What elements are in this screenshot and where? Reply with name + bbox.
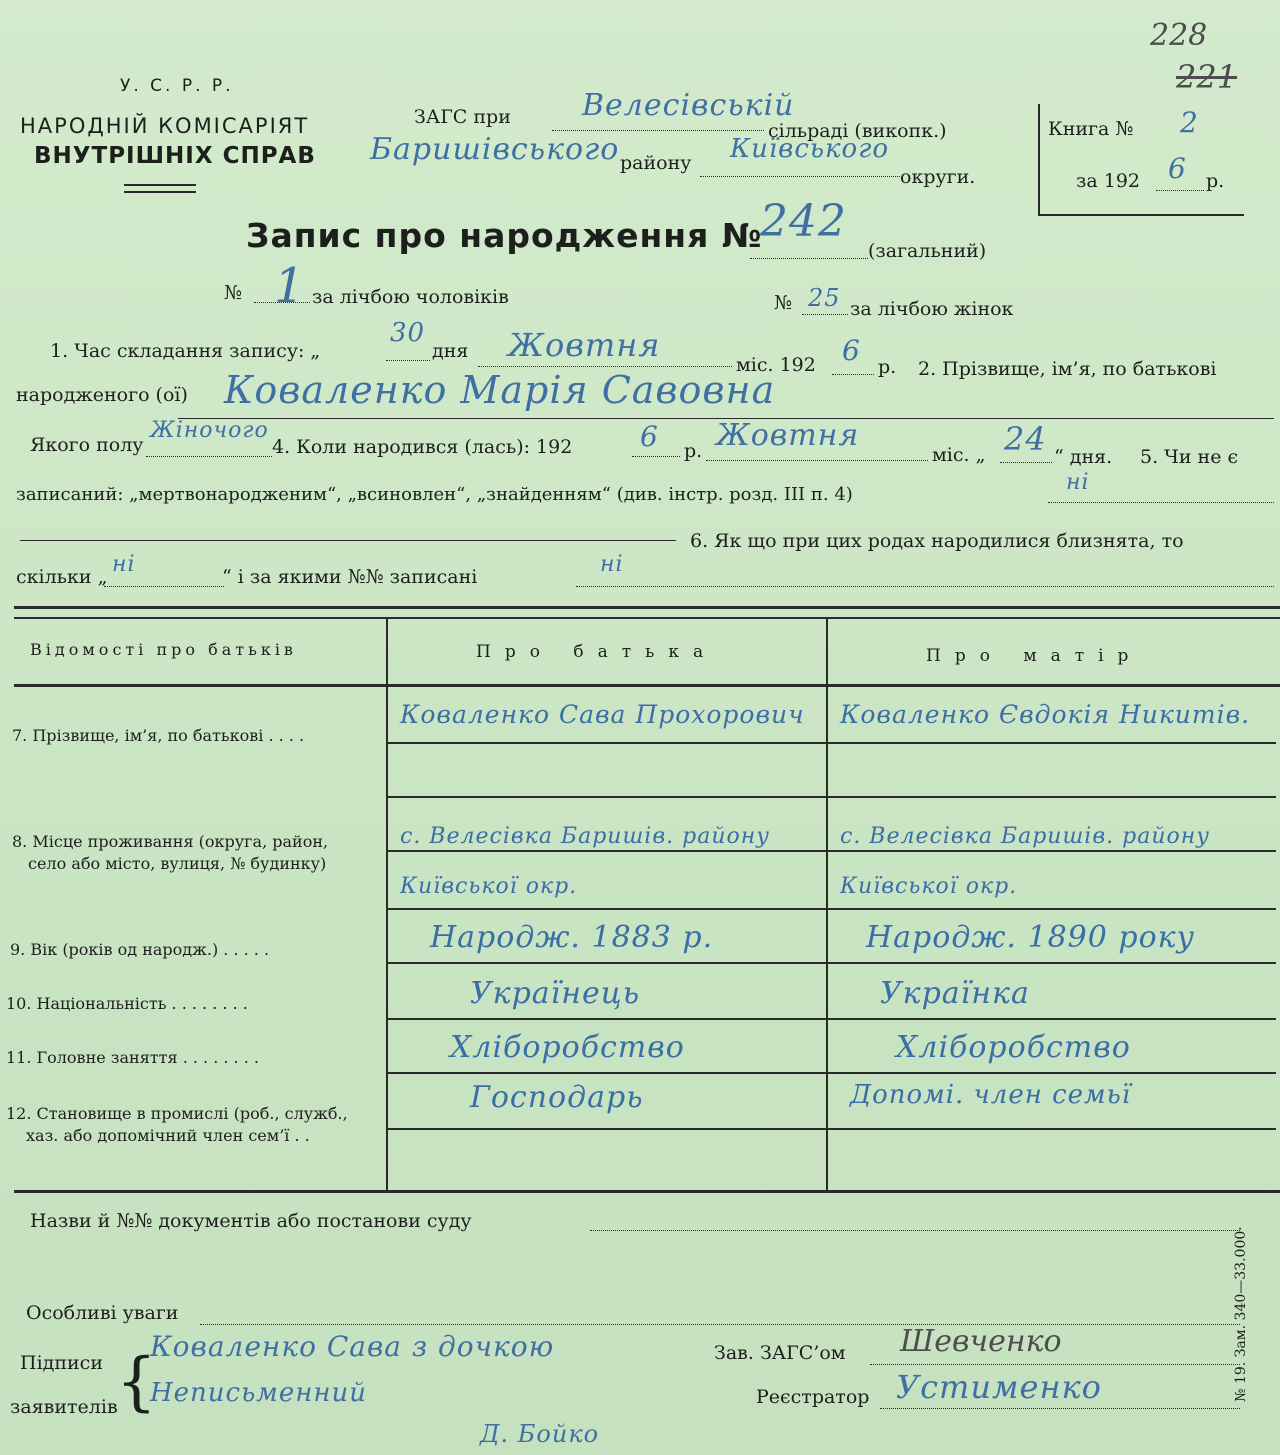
signatures-label-2: заявителів [10,1396,118,1418]
field1-label: 1. Час складання запису: „ [50,340,321,362]
field6-line2b: “ і за якими №№ записані [222,566,478,588]
okruha-value: Київського [730,134,890,164]
field6-value-b: ні [600,552,624,577]
commissariat-line1: НАРОДНІЙ КОМІСАРІЯТ [20,114,310,138]
table-bottom-rule [14,1190,1280,1193]
documents-label: Назви й №№ документів або постанови суду [30,1210,472,1232]
field1-day-line [386,360,430,361]
registrar-signature-line [880,1408,1240,1409]
table-col-divider-2 [826,617,828,1192]
archive-number-second: 221 [1176,58,1238,96]
field5-value: ні [1066,470,1090,495]
field4-mis: міс. „ [932,444,986,466]
row-label-status-2: хаз. або допомічний член сем’ї . . [26,1126,310,1145]
head-label: Зав. ЗАГС’ом [714,1342,846,1364]
field5-label: 5. Чи не є [1140,446,1239,468]
field6-label: 6. Як що при цих родах народилися близнята, то [690,530,1184,552]
ussr-header: У. С. Р. Р. [120,76,234,96]
commissariat-line2: ВНУТРІШНІХ СПРАВ [34,143,316,169]
row-divider [386,1128,1276,1130]
applicant-signature-3: Д. Бойко [480,1420,600,1448]
field1-month-line [478,366,732,367]
field6-value-a-line [104,586,224,587]
men-prefix: № [224,282,242,304]
table-col-divider-1 [386,617,388,1192]
field1-r: р. [878,356,897,378]
row-label-nationality: 10. Національність . . . . . . . . [6,994,248,1013]
field4-r: р. [684,440,703,462]
field4-year-line [632,456,680,457]
signatures-label-1: Підписи [20,1352,103,1374]
women-number: 25 [808,284,841,312]
field1-day-word: дня [432,340,469,362]
selrada-label: сільраді (викопк.) [768,120,947,142]
table-top-rule-2 [14,617,1280,619]
book-year-line [1156,190,1204,191]
father-age: Народж. 1883 р. [430,920,714,955]
archive-number-top: 228 [1150,18,1208,53]
women-prefix: № [774,292,792,314]
row-label-name: 7. Прізвище, ім’я, по батькові . . . . [12,726,305,745]
table-header-rule [14,684,1280,687]
margin-print-number: № 19. Зам. 340—33.000· [1233,1226,1249,1402]
head-signature: Шевченко [900,1324,1062,1359]
applicant-signature-2: Неписьменний [150,1378,367,1408]
field5-line2: записаний: „мертвонародженим“, „всиновлен“, „знайденням“ (див. інстр. розд. III п. 4) [16,484,853,505]
field5-answer-line [1048,502,1274,503]
father-residence: с. Велесівка Баришів. району Київської окр. [400,824,770,899]
zags-village-line [552,130,764,131]
book-number: 2 [1180,106,1199,139]
row-divider [386,1018,1276,1020]
field4-day: 24 [1004,420,1047,458]
row-label-residence-2: село або місто, вулиця, № будинку) [28,854,327,873]
field2-label: 2. Прізвище, ім’я, по батькові [918,358,1217,380]
row-divider [386,742,1276,744]
field4-month: Жовтня [716,418,860,453]
zags-village-value: Велесівській [582,88,795,123]
mother-status: Допомі. член семьї [850,1080,1132,1110]
book-year-suffix: р. [1206,170,1225,192]
registrar-label: Реєстратор [756,1386,870,1408]
mother-nationality: Українка [880,976,1030,1011]
field3-label: Якого полу [30,434,144,456]
head-signature-line [870,1364,1240,1365]
general-label: (загальний) [868,240,987,262]
field1-mis: міс. 192 [736,354,816,376]
field3-value: Жіночого [150,418,269,443]
documents-line [590,1230,1240,1231]
book-label: Книга № [1048,118,1134,140]
field4-dnya: “ дня. [1054,446,1113,468]
record-number-line [750,258,868,259]
row-label-occupation: 11. Головне заняття . . . . . . . . [6,1048,259,1067]
field1-year-line [832,374,874,375]
women-label: за лічбою жінок [850,298,1014,320]
men-number: 1 [274,258,306,314]
record-title: Запис про народження № [246,216,763,255]
father-status: Господарь [470,1080,644,1115]
header-rule-top [124,184,196,186]
table-header-col2: Про батька [476,642,718,662]
mother-residence: с. Велесівка Баришів. району Київської окр. [840,824,1210,899]
mother-name: Коваленко Євдокія Никитів. [840,700,1251,729]
field4-month-line [706,460,928,461]
table-header-col1: Відомості про батьків [30,640,297,659]
special-notes-line [200,1324,1240,1325]
men-label: за лічбою чоловіків [312,286,509,308]
special-notes-label: Особливі уваги [26,1302,179,1324]
field6-value-b-line [576,586,1274,587]
field4-year: 6 [640,420,659,453]
father-name: Коваленко Сава Прохорович [400,700,805,729]
row-label-age: 9. Вік (років од народж.) . . . . . [10,940,270,959]
row-label-status-1: 12. Становище в промислі (роб., служб., [6,1104,348,1123]
mother-occupation: Хліборобство [896,1030,1131,1065]
field6-value-a: ні [112,552,136,577]
okruha-line [700,176,900,177]
record-number: 242 [760,196,847,247]
field2-value: Коваленко Марія Савовна [224,368,776,412]
table-header-col3: Про матір [926,646,1143,666]
field6-line2a: скільки „ [16,566,108,588]
field2-label-cont: народженого (ої) [16,384,188,406]
district-value: Баришівського [370,132,620,167]
table-top-rule [14,606,1280,609]
father-occupation: Хліборобство [450,1030,685,1065]
field1-month: Жовтня [508,326,661,364]
row-divider [386,962,1276,964]
field4-day-line [1000,462,1052,463]
mother-age: Народж. 1890 року [866,920,1195,955]
registrar-signature: Устименко [896,1368,1102,1406]
okruha-label: округи. [900,166,976,188]
district-label: району [620,152,692,174]
father-nationality: Українець [470,976,641,1011]
field1-day: 30 [390,318,426,348]
field3-line [146,456,272,457]
women-number-line [802,314,848,315]
row-divider [386,1072,1276,1074]
applicant-signature-1: Коваленко Сава з дочкою [150,1330,555,1363]
field4-label: 4. Коли народився (лась): 192 [272,436,573,458]
book-year-value: 6 [1168,152,1187,185]
book-year-label: за 192 [1076,170,1140,192]
row-label-residence-1: 8. Місце проживання (округа, район, [12,832,329,851]
signatures-brace: { [116,1345,157,1419]
row-divider [386,796,1276,798]
field6-blank-line [20,540,676,541]
header-rule-bottom [124,191,196,193]
zags-label: ЗАГС при [414,106,511,128]
field1-year: 6 [842,334,861,367]
